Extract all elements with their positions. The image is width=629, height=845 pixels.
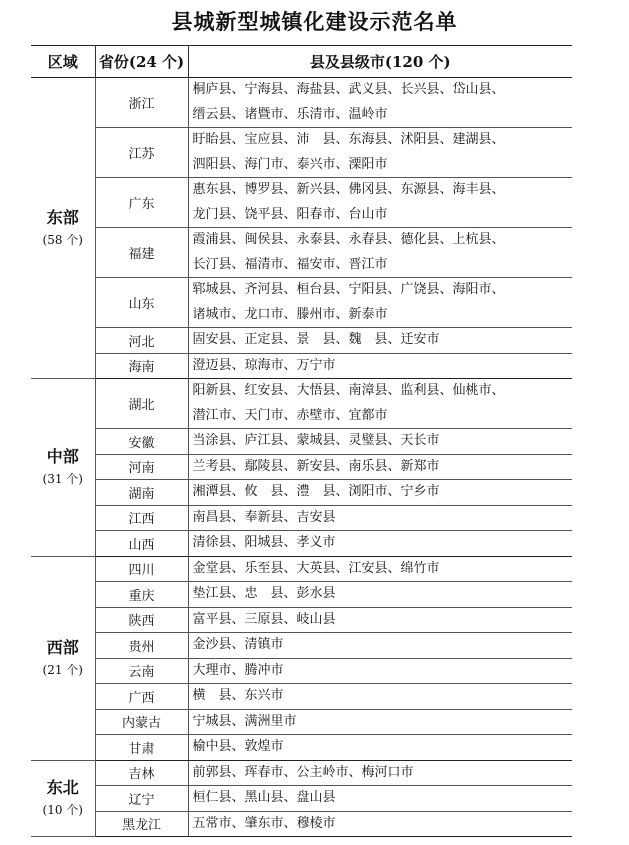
province-cell: 安徽 bbox=[95, 429, 188, 455]
province-cell: 重庆 bbox=[95, 582, 188, 608]
province-cell: 海南 bbox=[95, 353, 188, 379]
header-province: 省份(24 个) bbox=[95, 45, 188, 78]
county-list-line: 兰考县、鄢陵县、新安县、南乐县、新郑市 bbox=[192, 458, 440, 474]
county-list-line: 金堂县、乐至县、大英县、江安县、绵竹市 bbox=[192, 560, 440, 576]
county-list-line: 当涂县、庐江县、蒙城县、灵璧县、天长市 bbox=[192, 433, 440, 448]
province-cell: 福建 bbox=[95, 228, 188, 278]
county-list-line: 大理市、腾冲市 bbox=[192, 662, 284, 678]
counties-cell bbox=[188, 760, 572, 786]
province-cell: 湖南 bbox=[95, 480, 188, 506]
region-cell bbox=[31, 78, 95, 379]
table-row bbox=[31, 709, 572, 735]
county-list-line: 横 县、东兴市 bbox=[192, 688, 284, 703]
table-row bbox=[31, 811, 572, 837]
county-list-line: 长汀县、福清市、福安市、晋江市 bbox=[192, 256, 388, 272]
province-cell: 浙江 bbox=[95, 78, 188, 128]
region-name: 东北 bbox=[46, 778, 79, 798]
table-row bbox=[31, 505, 572, 531]
counties-cell bbox=[188, 429, 572, 455]
region-name: 东部 bbox=[46, 208, 79, 227]
region-count: (10 个) bbox=[42, 803, 83, 818]
province-cell: 内蒙古 bbox=[95, 709, 188, 735]
county-list-line: 诸城市、龙口市、滕州市、新泰市 bbox=[192, 306, 388, 322]
county-list-line: 固安县、正定县、景 县、魏 县、迁安市 bbox=[192, 332, 440, 347]
table-row bbox=[31, 633, 572, 659]
province-cell: 湖北 bbox=[95, 379, 188, 429]
county-list-line: 宁城县、满洲里市 bbox=[192, 713, 297, 729]
counties-cell bbox=[188, 531, 572, 557]
counties-cell bbox=[188, 379, 572, 429]
table-header-row bbox=[31, 45, 572, 78]
county-list-line: 潜江市、天门市、赤壁市、宜都市 bbox=[192, 407, 388, 423]
county-list-line: 南昌县、奉新县、吉安县 bbox=[192, 509, 336, 525]
county-list-line: 霞浦县、闽侯县、永泰县、永春县、德化县、上杭县、 bbox=[192, 232, 505, 247]
table-row bbox=[31, 454, 572, 480]
counties-cell bbox=[188, 353, 572, 379]
county-list-line: 澄迈县、琼海市、万宁市 bbox=[192, 357, 336, 373]
county-list-line: 桓仁县、黑山县、盘山县 bbox=[192, 790, 336, 805]
counties-cell bbox=[188, 582, 572, 608]
counties-cell bbox=[188, 709, 572, 735]
province-cell: 贵州 bbox=[95, 633, 188, 659]
county-list-line: 盱眙县、宝应县、沛 县、东海县、沭阳县、建湖县、 bbox=[192, 132, 505, 147]
header-counties: 县及县级市(120 个) bbox=[188, 45, 572, 78]
region-count: (31 个) bbox=[42, 472, 83, 487]
counties-cell bbox=[188, 735, 572, 761]
province-cell: 河北 bbox=[95, 328, 188, 354]
province-cell: 甘肃 bbox=[95, 735, 188, 761]
province-cell: 黑龙江 bbox=[95, 811, 188, 837]
county-list-line: 垫江县、忠 县、彭水县 bbox=[192, 586, 336, 601]
counties-cell bbox=[188, 278, 572, 328]
demo-county-table bbox=[31, 45, 572, 837]
province-cell: 山西 bbox=[95, 531, 188, 557]
table-row bbox=[31, 684, 572, 710]
table-row bbox=[31, 328, 572, 354]
table-row bbox=[31, 786, 572, 812]
region-name: 西部 bbox=[46, 638, 79, 657]
county-list-line: 缙云县、诸暨市、乐清市、温岭市 bbox=[192, 106, 388, 122]
table-row bbox=[31, 278, 572, 328]
counties-cell bbox=[188, 228, 572, 278]
province-cell: 云南 bbox=[95, 658, 188, 684]
table-body bbox=[31, 78, 572, 837]
counties-cell bbox=[188, 78, 572, 128]
region-cell bbox=[31, 379, 95, 557]
province-cell: 吉林 bbox=[95, 760, 188, 786]
province-cell: 山东 bbox=[95, 278, 188, 328]
table-row bbox=[31, 379, 572, 429]
counties-cell bbox=[188, 607, 572, 633]
county-list-line: 前郭县、珲春市、公主岭市、梅河口市 bbox=[192, 764, 414, 780]
county-list-line: 金沙县、清镇市 bbox=[192, 637, 284, 652]
county-list-line: 清徐县、阳城县、孝义市 bbox=[192, 535, 336, 550]
table-row bbox=[31, 735, 572, 761]
counties-cell bbox=[188, 505, 572, 531]
region-cell bbox=[31, 556, 95, 760]
counties-cell bbox=[188, 786, 572, 812]
table-row bbox=[31, 178, 572, 228]
table-row bbox=[31, 760, 572, 786]
province-cell: 广西 bbox=[95, 684, 188, 710]
province-cell: 江苏 bbox=[95, 128, 188, 178]
county-list-line: 郓城县、齐河县、桓台县、宁阳县、广饶县、海阳市、 bbox=[192, 282, 505, 297]
table-row bbox=[31, 607, 572, 633]
counties-cell bbox=[188, 178, 572, 228]
counties-cell bbox=[188, 128, 572, 178]
page-title: 县城新型城镇化建设示范名单 bbox=[171, 9, 458, 34]
counties-cell bbox=[188, 454, 572, 480]
region-count: (58 个) bbox=[42, 233, 83, 247]
province-cell: 河南 bbox=[95, 454, 188, 480]
counties-cell bbox=[188, 633, 572, 659]
county-list-line: 阳新县、红安县、大悟县、南漳县、监利县、仙桃市、 bbox=[192, 383, 505, 398]
county-list-line: 富平县、三原县、岐山县 bbox=[192, 611, 336, 627]
region-name: 中部 bbox=[46, 447, 79, 467]
county-list-line: 五常市、肇东市、穆棱市 bbox=[192, 815, 336, 831]
table-row bbox=[31, 480, 572, 506]
table-row bbox=[31, 429, 572, 455]
counties-cell bbox=[188, 658, 572, 684]
table-row bbox=[31, 228, 572, 278]
counties-cell bbox=[188, 684, 572, 710]
counties-cell bbox=[188, 328, 572, 354]
table-row bbox=[31, 582, 572, 608]
province-cell: 江西 bbox=[95, 505, 188, 531]
county-list-line: 龙门县、饶平县、阳春市、台山市 bbox=[192, 206, 388, 222]
table-row bbox=[31, 556, 572, 582]
county-list-line: 湘潭县、攸 县、澧 县、浏阳市、宁乡市 bbox=[192, 484, 440, 499]
county-list-line: 榆中县、敦煌市 bbox=[192, 739, 284, 754]
province-cell: 辽宁 bbox=[95, 786, 188, 812]
counties-cell bbox=[188, 811, 572, 837]
table-row bbox=[31, 353, 572, 379]
counties-cell bbox=[188, 556, 572, 582]
table-row bbox=[31, 531, 572, 557]
province-cell: 广东 bbox=[95, 178, 188, 228]
table-row bbox=[31, 658, 572, 684]
county-list-line: 惠东县、博罗县、新兴县、佛冈县、东源县、海丰县、 bbox=[192, 182, 505, 197]
counties-cell bbox=[188, 480, 572, 506]
table-row bbox=[31, 78, 572, 128]
header-region: 区域 bbox=[31, 45, 95, 78]
region-count: (21 个) bbox=[42, 663, 83, 677]
county-list-line: 泗阳县、海门市、泰兴市、溧阳市 bbox=[192, 156, 388, 172]
province-cell: 四川 bbox=[95, 556, 188, 582]
region-cell bbox=[31, 760, 95, 837]
province-cell: 陕西 bbox=[95, 607, 188, 633]
table-row bbox=[31, 128, 572, 178]
county-list-line: 桐庐县、宁海县、海盐县、武义县、长兴县、岱山县、 bbox=[192, 82, 505, 97]
